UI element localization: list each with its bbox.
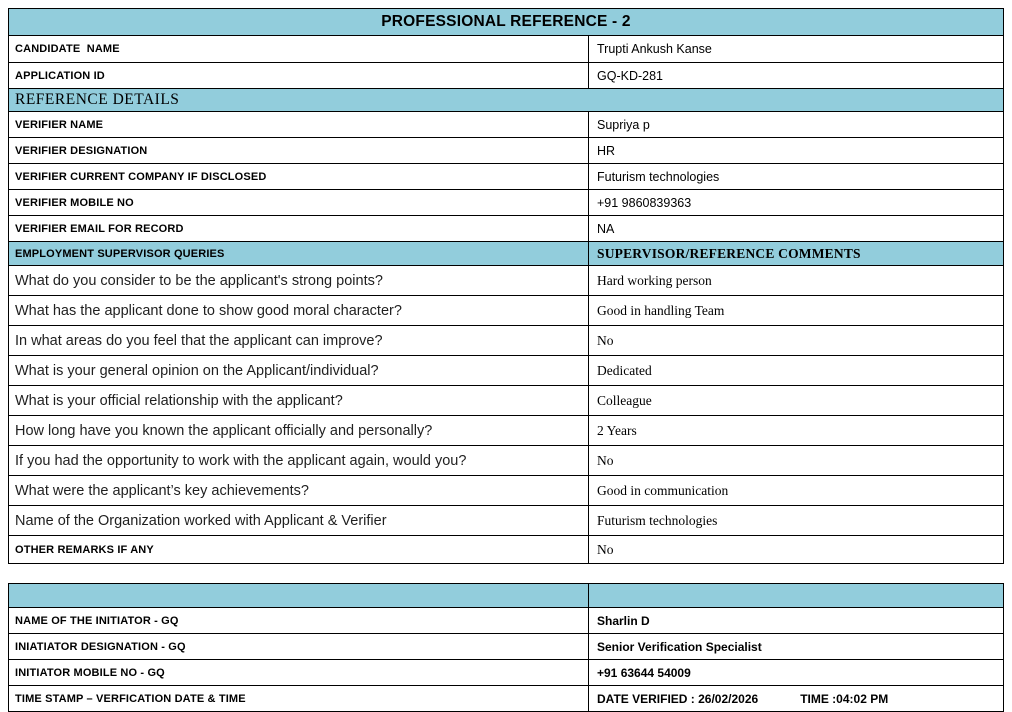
answer-text: Colleague [597, 392, 652, 408]
verifier-email-label: VERIFIER EMAIL FOR RECORD [9, 216, 589, 241]
initiator-mobile-label: INITIATOR MOBILE NO - GQ [9, 660, 589, 685]
timestamp-label: TIME STAMP – VERFICATION DATE & TIME [9, 686, 589, 711]
verifier-mobile-label: VERIFIER MOBILE NO [9, 190, 589, 215]
table-row [9, 111, 1003, 137]
verifier-company-value: Futurism technologies [597, 169, 720, 184]
answer-text: Good in communication [597, 482, 729, 498]
table-row [9, 445, 1003, 475]
verifier-name-value: Supriya p [597, 117, 650, 132]
time-verified-text: TIME :04:02 PM [800, 691, 889, 706]
table-row [9, 659, 1003, 685]
verifier-name-label: VERIFIER NAME [9, 112, 589, 137]
question-text: How long have you known the applicant officially and personally? [9, 416, 589, 445]
table-row [9, 137, 1003, 163]
verifier-mobile-value: +91 9860839363 [597, 195, 692, 210]
table-row [9, 163, 1003, 189]
question-text: Name of the Organization worked with Applicant & Verifier [9, 506, 589, 535]
question-text: What is your general opinion on the Applicant/individual? [9, 356, 589, 385]
initiator-table [8, 583, 1004, 712]
question-text: What were the applicant’s key achievements? [9, 476, 589, 505]
table-row [9, 325, 1003, 355]
reference-details-heading: REFERENCE DETAILS [15, 91, 180, 108]
table-row [9, 265, 1003, 295]
reference-table [8, 8, 1004, 564]
other-remarks-label: OTHER REMARKS IF ANY [9, 536, 589, 563]
reference-details-section-row [9, 88, 1003, 111]
document-title: PROFESSIONAL REFERENCE - 2 [381, 13, 631, 30]
timestamp-row [9, 685, 1003, 711]
verifier-designation-label: VERIFIER DESIGNATION [9, 138, 589, 163]
answer-text: Good in handling Team [597, 302, 725, 318]
initiator-section-divider-row [9, 584, 1003, 607]
answer-text: No [597, 452, 614, 468]
table-spacer [8, 564, 1004, 583]
table-row [9, 385, 1003, 415]
verifier-email-value: NA [597, 221, 615, 236]
initiator-name-label: NAME OF THE INITIATOR - GQ [9, 608, 589, 633]
question-text: If you had the opportunity to work with the applicant again, would you? [9, 446, 589, 475]
date-verified-text: DATE VERIFIED : 26/02/2026 [597, 691, 759, 706]
answer-text: Dedicated [597, 362, 652, 378]
answer-text: Futurism technologies [597, 512, 718, 528]
table-row [9, 607, 1003, 633]
queries-header-row [9, 241, 1003, 265]
queries-header-right: SUPERVISOR/REFERENCE COMMENTS [597, 245, 861, 261]
question-text: In what areas do you feel that the applicant can improve? [9, 326, 589, 355]
question-text: What has the applicant done to show good moral character? [9, 296, 589, 325]
verifier-designation-value: HR [597, 143, 616, 158]
table-row [9, 62, 1003, 88]
queries-header-left: EMPLOYMENT SUPERVISOR QUERIES [9, 242, 589, 265]
initiator-designation-value: Senior Verification Specialist [597, 639, 762, 654]
table-row [9, 355, 1003, 385]
initiator-designation-label: INIATIATOR DESIGNATION - GQ [9, 634, 589, 659]
table-row [9, 505, 1003, 535]
other-remarks-value: No [597, 541, 614, 557]
table-row [9, 535, 1003, 563]
timestamp-value [589, 686, 1003, 711]
table-row [9, 633, 1003, 659]
divider-cell-left [9, 584, 589, 607]
question-text: What do you consider to be the applicant's strong points? [9, 266, 589, 295]
table-row [9, 475, 1003, 505]
answer-text: No [597, 332, 614, 348]
question-text: What is your official relationship with the applicant? [9, 386, 589, 415]
table-row [9, 415, 1003, 445]
document-title-row [9, 9, 1003, 35]
initiator-mobile-value: +91 63644 54009 [597, 665, 691, 680]
candidate-name-label: CANDIDATE NAME [9, 36, 589, 62]
table-row [9, 295, 1003, 325]
candidate-name-value: Trupti Ankush Kanse [597, 42, 712, 56]
verifier-company-label: VERIFIER CURRENT COMPANY IF DISCLOSED [9, 164, 589, 189]
table-row [9, 189, 1003, 215]
table-row [9, 35, 1003, 62]
answer-text: 2 Years [597, 422, 637, 438]
initiator-name-value: Sharlin D [597, 613, 650, 628]
application-id-value: GQ-KD-281 [597, 68, 663, 83]
answer-text: Hard working person [597, 272, 712, 288]
application-id-label: APPLICATION ID [9, 63, 589, 88]
table-row [9, 215, 1003, 241]
divider-cell-right [589, 584, 1003, 607]
